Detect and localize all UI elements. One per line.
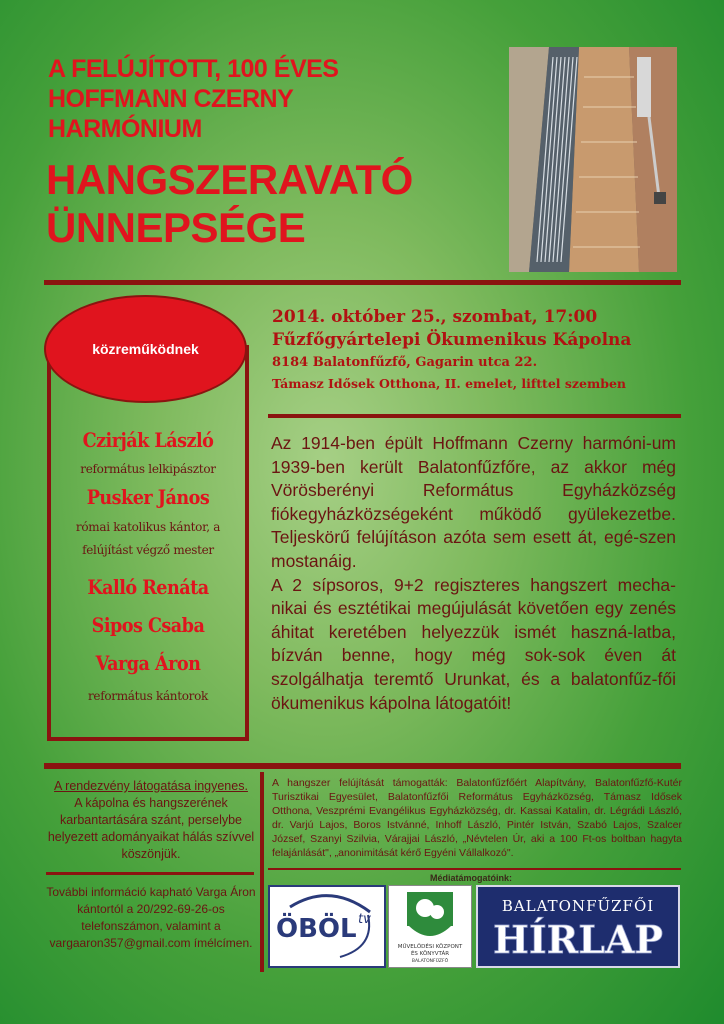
contact-info: További információ kapható Varga Áron kántortól a 20/292-69-26-os telefonszámon, valamint a vargaaron357@gmail.com ímélcímen. — [46, 885, 256, 950]
performer-name: Sipos Csaba — [91, 613, 205, 637]
title-heading — [46, 156, 516, 252]
obol-tv-logo — [268, 885, 386, 968]
sponsors-text: A hangszer felújítását támogatták: Balatonfűzfőért Alapítvány, Balatonfűzfő-Kutér Turisztikai Egyesület, Balatonfűzfői Református Egyházközség, Támasz Idősek Otthona, Veszprémi Evangélikus Egyházközség, dr. Kassai Katalin, dr. Légrádi László, dr. Varjú Lajos, Boros Istvánné, Inhoff László, Pintér István, Szabó Lajos, Szalcer József, Szanyi Szilvia, Várajjai László, „Névtelen Úr, aki a 100 Ft-os boltban hagyta felajánlását", „anonimitását kérő Egyéni Vállalkozó". — [272, 777, 682, 859]
muv-logo-line2: ÉS KÖNYVTÁR — [410, 951, 450, 957]
divider-event — [268, 414, 681, 418]
muvelodesi-kozpont-logo — [388, 885, 472, 968]
description-paragraph: A 2 sípsoros, 9+2 regiszteres hangszert mecha-nikai és esztétikai megújulását követően egy zenés áhitat keretében helyezzük ismét haszná-latba, bízván benne, hogy még sok-sok éven át szolgálhatja teremtő Urunkat, és a balatonfűz-fői ökumenikus kápolna látogatóit! — [271, 574, 676, 713]
performers-list — [50, 428, 246, 706]
free-entry-text: A rendezvény látogatása ingyenes. — [54, 779, 248, 793]
performer-name: Czirják László — [82, 428, 214, 452]
divider-top — [44, 280, 681, 285]
obol-logo-text: ÖBÖL — [276, 914, 357, 944]
title-line-1: A FELÚJÍTOTT, 100 ÉVES — [48, 55, 339, 83]
title-line-2: HOFFMANN CZERNY — [48, 85, 294, 113]
balatonfuzfoi-hirlap-logo — [476, 885, 680, 968]
description — [271, 432, 676, 715]
performers-heading-badge — [44, 295, 247, 403]
divider-footer-left — [46, 872, 254, 875]
title-line-4: HANGSZERAVATÓ — [46, 156, 413, 203]
event-datetime: 2014. október 25., szombat, 17:00 — [272, 307, 598, 327]
title-subheading — [48, 54, 488, 144]
hirlap-logo-top: BALATONFŰZFŐI — [501, 897, 655, 915]
event-location-detail: Támasz Idősek Otthona, II. emelet, lifttel szemben — [272, 376, 626, 391]
muv-logo-line1: MŰVELŐDÉSI KÖZPONT — [397, 944, 463, 950]
title-line-3: HARMÓNIUM — [48, 115, 202, 143]
media-label: Médiatámogatóink: — [430, 873, 513, 883]
donation-text: A kápolna és hangszerének karbantartására szánt, perselybe helyezett adományaikat hálás szívvel köszönjük. — [47, 796, 255, 861]
harmonium-photo — [509, 47, 677, 272]
event-info — [272, 306, 682, 394]
performers-heading: közreműködnek — [92, 341, 199, 357]
performer-name: Kalló Renáta — [87, 575, 209, 599]
obol-logo-tv: tv — [358, 912, 371, 927]
performer-name: Varga Áron — [95, 651, 201, 675]
performer-role: református kántorok — [87, 689, 209, 703]
title-line-5: ÜNNEPSÉGE — [46, 204, 306, 251]
muv-logo-line3: BALATONFŰZFŐ — [411, 959, 449, 964]
performer-role: református lelkipásztor — [80, 462, 216, 476]
description-paragraph: Az 1914-ben épült Hoffmann Czerny harmóni-um 1939-ben került Balatonfűzfőre, az akkor még Vörösberényi Református Egyházközség fiókegyházközségeként működő gyülekezetbe. Teljeskörű felújításon azóta sem esett át, egé-szen mostanáig. — [271, 433, 676, 571]
performer-name: Pusker János — [86, 485, 210, 509]
divider-vertical — [260, 772, 264, 972]
free-entry-notice — [46, 778, 256, 863]
divider-sponsors — [268, 868, 681, 870]
event-address: 8184 Balatonfűzfő, Gagarin utca 22. — [272, 355, 538, 370]
event-venue: Fűzfőgyártelepi Ökumenikus Kápolna — [272, 330, 632, 350]
divider-bottom — [44, 763, 681, 769]
hirlap-logo-main: HÍRLAP — [492, 917, 664, 962]
performer-role: római katolikus kántor, a felújítást végző mester — [75, 520, 221, 557]
